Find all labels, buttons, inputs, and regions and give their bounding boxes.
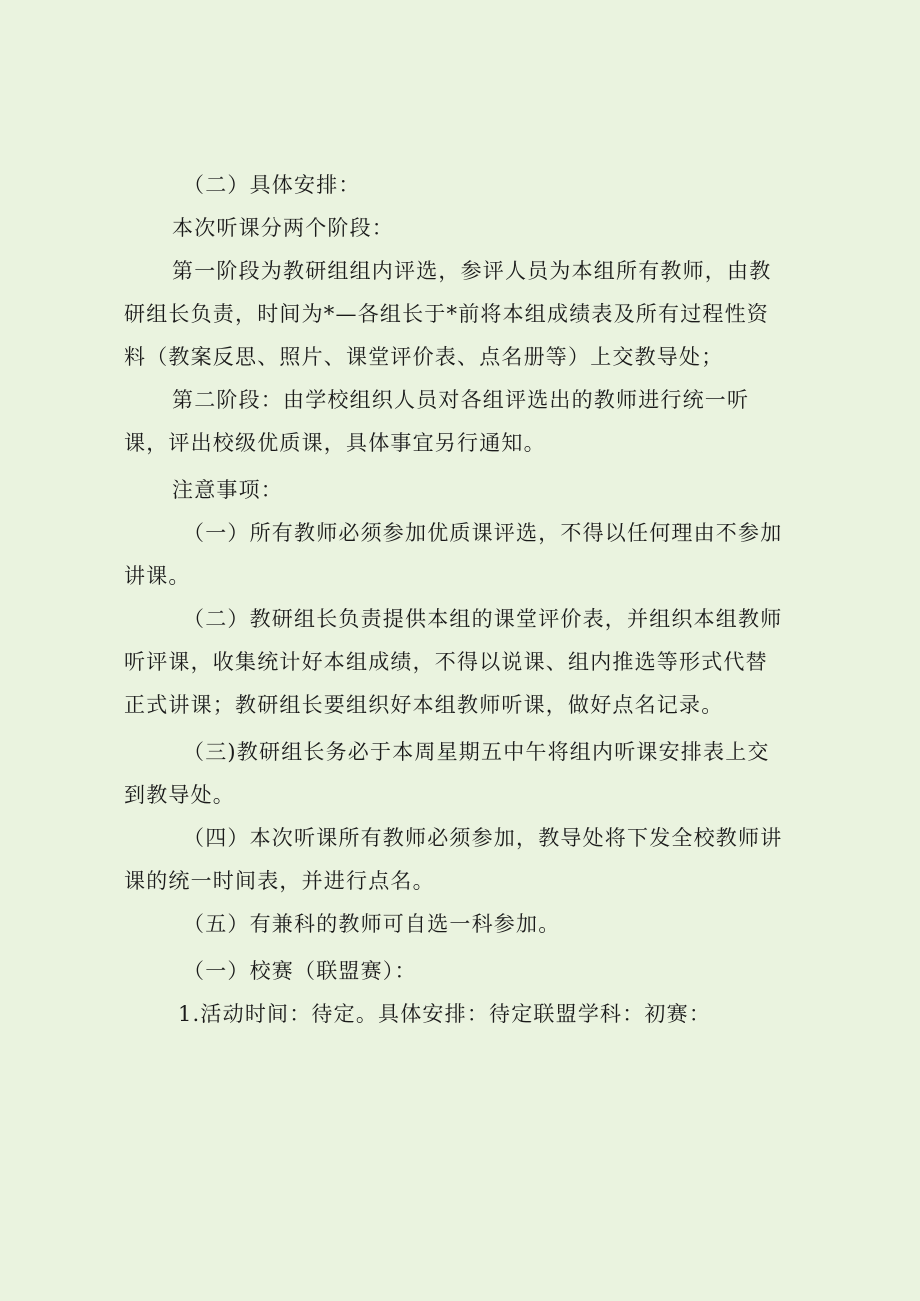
note-item: （五）有兼科的教师可自选一科参加。 — [183, 912, 561, 936]
notes-heading: 注意事项： — [172, 478, 283, 502]
paragraph-line: 第二阶段：由学校组织人员对各组评选出的教师进行统一听 — [172, 388, 750, 412]
paragraph-line: 第一阶段为教研组组内评选，参评人员为本组所有教师，由教 — [172, 259, 772, 283]
list-item: 1.活动时间：待定。具体安排：待定联盟学科：初赛： — [178, 1002, 712, 1026]
paragraph-line: 料（教案反思、照片、课堂评价表、点名册等）上交教导处； — [124, 345, 724, 369]
section-heading-arrangement: （二）具体安排： — [183, 173, 361, 197]
paragraph-line: 研组长负责，时间为*—各组长于*前将本组成绩表及所有过程性资 — [124, 302, 769, 326]
section-heading-school-contest: （一）校赛（联盟赛）： — [183, 959, 417, 983]
note-item-continuation: 讲课。 — [124, 564, 191, 588]
note-item-continuation: 课的统一时间表，并进行点名。 — [124, 869, 435, 893]
note-item: （三)教研组长务必于本周星期五中午将组内听课安排表上交 — [183, 740, 770, 764]
note-item-continuation: 到教导处。 — [124, 783, 235, 807]
note-item: （四）本次听课所有教师必须参加，教导处将下发全校教师讲 — [183, 826, 783, 850]
note-item-continuation: 听评课，收集统计好本组成绩，不得以说课、组内推选等形式代替 — [124, 650, 768, 674]
paragraph-line: 课，评出校级优质课，具体事宜另行通知。 — [124, 431, 546, 455]
note-item-continuation: 正式讲课；教研组长要组织好本组教师听课，做好点名记录。 — [124, 693, 724, 717]
note-item: （一）所有教师必须参加优质课评选，不得以任何理由不参加 — [183, 521, 783, 545]
note-item: （二）教研组长负责提供本组的课堂评价表，并组织本组教师 — [183, 607, 783, 631]
paragraph-line: 本次听课分两个阶段： — [172, 216, 394, 240]
